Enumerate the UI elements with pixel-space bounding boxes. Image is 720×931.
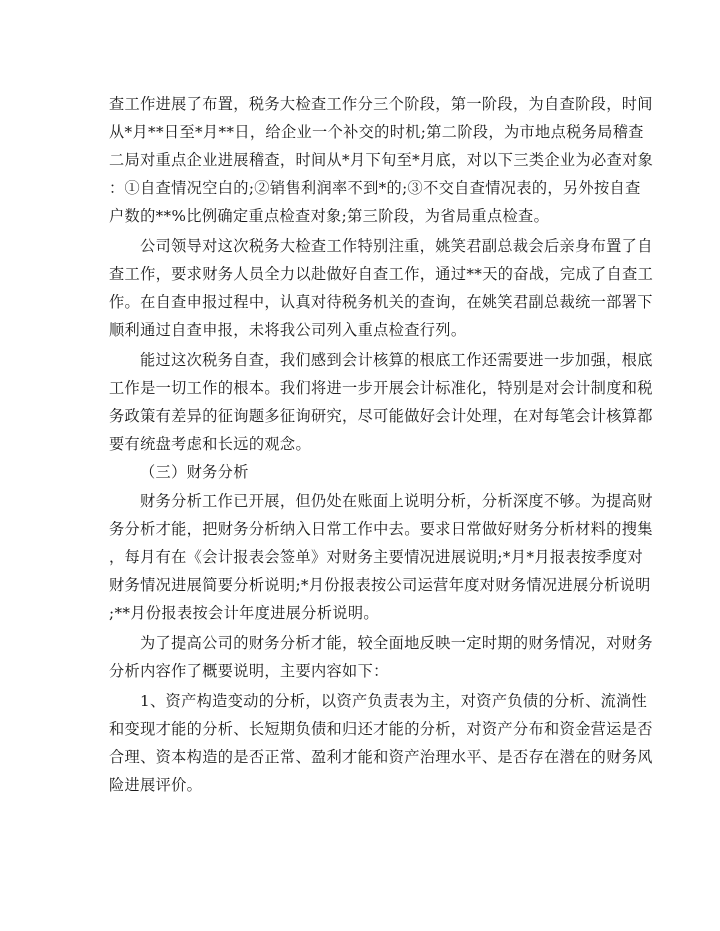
- paragraph-line: ，每月有在《会计报表会签单》对财务主要情况进展说明;*月*月报表按季度对: [109, 548, 644, 566]
- paragraph-line: 要有统盘考虑和长远的观念。: [109, 435, 311, 453]
- paragraph-line: 为了提高公司的财务分析才能，较全面地反映一定时期的财务情况，对财务: [140, 634, 653, 652]
- paragraph-line: 分析内容作了概要说明，主要内容如下：: [109, 662, 389, 680]
- paragraph-line: 务分析才能，把财务分析纳入日常工作中去。要求日常做好财务分析材料的搜集: [109, 520, 653, 538]
- section-heading: （三）财务分析: [140, 463, 249, 481]
- paragraph-line: 能过这次税务自查，我们感到会计核算的根底工作还需要进一步加强，根底: [140, 351, 653, 369]
- list-item-text: 1、资产构造变动的分析，以资产负责表为主，对资产负债的分析、流淌性: [140, 692, 648, 710]
- paragraph-line: 从*月**日至*月**日，给企业一个补交的时机;第二阶段，为市地点税务局稽查: [109, 123, 644, 141]
- paragraph-line: 二局对重点企业进展稽查，时间从*月下旬至*月底，对以下三类企业为必查对象: [109, 151, 654, 169]
- paragraph-line: 工作是一切工作的根本。我们将进一步开展会计标准化，特别是对会计制度和税: [109, 379, 653, 397]
- paragraph-line: 作。在自查申报过程中，认真对待税务机关的查询，在姚笑君副总裁统一部署下: [109, 293, 653, 311]
- paragraph-line: 险进展评价。: [109, 776, 203, 794]
- paragraph-line: 财务情况进展简要分析说明;*月份报表按公司运营年度对财务情况进展分析说明: [109, 576, 651, 594]
- paragraph-line: 公司领导对这次税务大检查工作特别注重，姚笑君副总裁会后亲身布置了自: [140, 237, 653, 255]
- paragraph-line: 户数的**%比例确定重点检查对象;第三阶段，为省局重点检查。: [109, 207, 550, 225]
- paragraph-line: 务政策有差异的征询题多征询研究，尽可能做好会计处理，在对每笔会计核算都: [109, 407, 653, 425]
- paragraph-line: 查工作，要求财务人员全力以赴做好自查工作，通过**天的奋战，完成了自查工: [109, 265, 654, 283]
- paragraph-line: ;**月份报表按会计年度进展分析说明。: [109, 604, 379, 622]
- paragraph-line: 顺利通过自查申报，未将我公司列入重点检查行列。: [109, 321, 467, 339]
- paragraph-line: 查工作进展了布置，税务大检查工作分三个阶段，第一阶段，为自查阶段，时间: [109, 95, 653, 113]
- paragraph-line: 财务分析工作已开展，但仍处在账面上说明分析，分析深度不够。为提高财: [140, 492, 653, 510]
- paragraph-line: 和变现才能的分析、长短期负债和归还才能的分析，对资产分布和资金营运是否: [109, 720, 653, 738]
- paragraph-line: 合理、资本构造的是否正常、盈利才能和资产治理水平、是否存在潜在的财务风: [109, 748, 653, 766]
- paragraph-line: ：①自查情况空白的;②销售利润率不到*的;③不交自查情况表的，另外按自查: [109, 179, 641, 197]
